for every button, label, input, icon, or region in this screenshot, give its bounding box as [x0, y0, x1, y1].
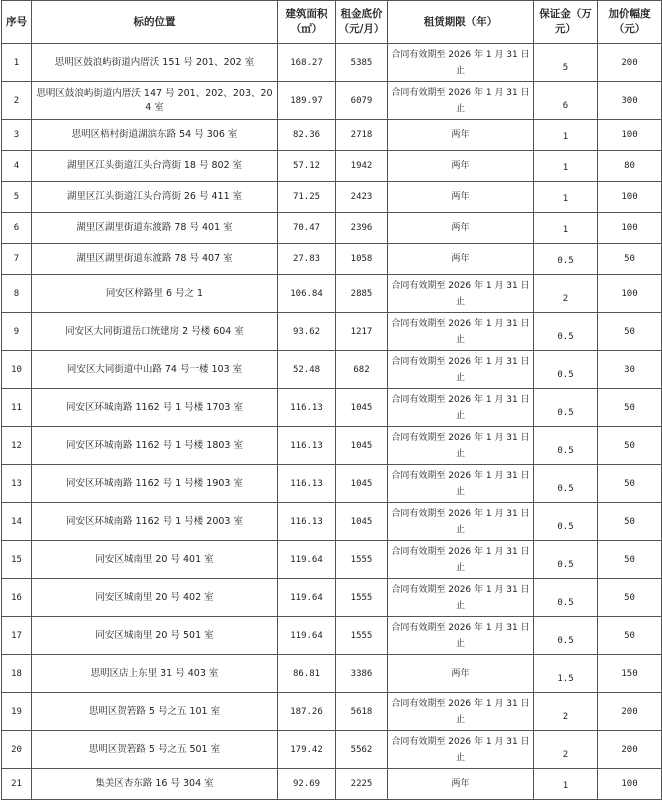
cell-deposit: 0.5	[534, 389, 598, 427]
table-row	[2, 275, 662, 313]
cell-no: 16	[2, 579, 32, 617]
cell-deposit: 0.5	[534, 579, 598, 617]
cell-deposit: 0.5	[534, 427, 598, 465]
header-no: 序号	[2, 1, 32, 44]
cell-location: 湖里区江头街道江头台湾街 26 号 411 室	[32, 182, 278, 213]
cell-increment: 200	[598, 44, 662, 82]
cell-deposit: 6	[534, 82, 598, 120]
cell-area: 92.69	[278, 769, 336, 800]
cell-location: 同安区城南里 20 号 402 室	[32, 579, 278, 617]
cell-area: 119.64	[278, 617, 336, 655]
cell-term: 合同有效期至 2026 年 1 月 31 日止	[388, 427, 534, 465]
cell-term: 合同有效期至 2026 年 1 月 31 日止	[388, 693, 534, 731]
cell-term: 合同有效期至 2026 年 1 月 31 日止	[388, 44, 534, 82]
header-area: 建筑面积（㎡）	[278, 1, 336, 44]
cell-term: 两年	[388, 244, 534, 275]
cell-term: 合同有效期至 2026 年 1 月 31 日止	[388, 579, 534, 617]
cell-deposit: 2	[534, 275, 598, 313]
cell-location: 思明区鼓浪屿街道内厝沃 151 号 201、202 室	[32, 44, 278, 82]
cell-location: 思明区贺箬路 5 号之五 101 室	[32, 693, 278, 731]
cell-term: 合同有效期至 2026 年 1 月 31 日止	[388, 617, 534, 655]
cell-deposit: 1.5	[534, 655, 598, 693]
cell-rent: 682	[336, 351, 388, 389]
table-row	[2, 244, 662, 275]
header-increment: 加价幅度（元）	[598, 1, 662, 44]
cell-term: 合同有效期至 2026 年 1 月 31 日止	[388, 351, 534, 389]
cell-increment: 100	[598, 769, 662, 800]
cell-no: 6	[2, 213, 32, 244]
cell-deposit: 1	[534, 182, 598, 213]
cell-no: 18	[2, 655, 32, 693]
cell-deposit: 0.5	[534, 313, 598, 351]
cell-deposit: 1	[534, 120, 598, 151]
cell-rent: 5385	[336, 44, 388, 82]
cell-area: 119.64	[278, 579, 336, 617]
table-row	[2, 82, 662, 120]
cell-location: 湖里区湖里街道东渡路 78 号 401 室	[32, 213, 278, 244]
cell-rent: 1045	[336, 389, 388, 427]
cell-rent: 2423	[336, 182, 388, 213]
cell-term: 两年	[388, 120, 534, 151]
cell-no: 21	[2, 769, 32, 800]
cell-rent: 1045	[336, 465, 388, 503]
cell-no: 2	[2, 82, 32, 120]
cell-deposit: 0.5	[534, 351, 598, 389]
cell-location: 湖里区江头街道江头台湾街 18 号 802 室	[32, 151, 278, 182]
cell-term: 两年	[388, 182, 534, 213]
cell-rent: 5562	[336, 731, 388, 769]
cell-area: 82.36	[278, 120, 336, 151]
cell-increment: 30	[598, 351, 662, 389]
cell-deposit: 0.5	[534, 244, 598, 275]
table-row	[2, 731, 662, 769]
cell-term: 两年	[388, 769, 534, 800]
cell-area: 116.13	[278, 465, 336, 503]
table-row	[2, 351, 662, 389]
cell-increment: 50	[598, 579, 662, 617]
cell-increment: 100	[598, 120, 662, 151]
header-deposit: 保证金（万元）	[534, 1, 598, 44]
cell-area: 86.81	[278, 655, 336, 693]
cell-term: 合同有效期至 2026 年 1 月 31 日止	[388, 541, 534, 579]
cell-area: 52.48	[278, 351, 336, 389]
cell-term: 合同有效期至 2026 年 1 月 31 日止	[388, 503, 534, 541]
header-location: 标的位置	[32, 1, 278, 44]
table-row	[2, 655, 662, 693]
table-row	[2, 213, 662, 244]
cell-rent: 1045	[336, 427, 388, 465]
table-row	[2, 44, 662, 82]
cell-area: 57.12	[278, 151, 336, 182]
cell-area: 93.62	[278, 313, 336, 351]
cell-area: 116.13	[278, 389, 336, 427]
cell-area: 116.13	[278, 503, 336, 541]
cell-term: 合同有效期至 2026 年 1 月 31 日止	[388, 731, 534, 769]
cell-rent: 1555	[336, 579, 388, 617]
cell-no: 1	[2, 44, 32, 82]
cell-area: 106.84	[278, 275, 336, 313]
cell-area: 70.47	[278, 213, 336, 244]
cell-location: 集美区杏东路 16 号 304 室	[32, 769, 278, 800]
cell-location: 同安区大同街道岳口统建房 2 号楼 604 室	[32, 313, 278, 351]
table-row	[2, 389, 662, 427]
cell-rent: 3386	[336, 655, 388, 693]
cell-deposit: 0.5	[534, 503, 598, 541]
cell-no: 10	[2, 351, 32, 389]
cell-no: 15	[2, 541, 32, 579]
cell-increment: 50	[598, 541, 662, 579]
cell-no: 5	[2, 182, 32, 213]
table-row	[2, 503, 662, 541]
cell-term: 合同有效期至 2026 年 1 月 31 日止	[388, 275, 534, 313]
cell-no: 3	[2, 120, 32, 151]
cell-increment: 50	[598, 313, 662, 351]
cell-area: 27.83	[278, 244, 336, 275]
cell-deposit: 1	[534, 213, 598, 244]
cell-increment: 200	[598, 693, 662, 731]
cell-no: 17	[2, 617, 32, 655]
cell-rent: 5618	[336, 693, 388, 731]
cell-deposit: 0.5	[534, 541, 598, 579]
cell-location: 思明区梧村街道湖滨东路 54 号 306 室	[32, 120, 278, 151]
cell-location: 同安区大同街道中山路 74 号一楼 103 室	[32, 351, 278, 389]
cell-no: 8	[2, 275, 32, 313]
cell-no: 19	[2, 693, 32, 731]
cell-rent: 1045	[336, 503, 388, 541]
header-rent: 租金底价（元/月）	[336, 1, 388, 44]
cell-deposit: 5	[534, 44, 598, 82]
cell-deposit: 0.5	[534, 465, 598, 503]
table-row	[2, 120, 662, 151]
cell-area: 168.27	[278, 44, 336, 82]
cell-rent: 1555	[336, 617, 388, 655]
cell-no: 20	[2, 731, 32, 769]
cell-area: 189.97	[278, 82, 336, 120]
cell-increment: 50	[598, 244, 662, 275]
cell-no: 7	[2, 244, 32, 275]
cell-increment: 50	[598, 617, 662, 655]
table-row	[2, 427, 662, 465]
cell-location: 同安区环城南路 1162 号 1 号楼 1803 室	[32, 427, 278, 465]
cell-increment: 80	[598, 151, 662, 182]
table-row	[2, 541, 662, 579]
cell-no: 4	[2, 151, 32, 182]
cell-location: 思明区贺箬路 5 号之五 501 室	[32, 731, 278, 769]
cell-term: 合同有效期至 2026 年 1 月 31 日止	[388, 82, 534, 120]
cell-term: 两年	[388, 151, 534, 182]
cell-increment: 50	[598, 465, 662, 503]
cell-deposit: 1	[534, 769, 598, 800]
cell-rent: 6079	[336, 82, 388, 120]
table-row	[2, 182, 662, 213]
cell-term: 两年	[388, 213, 534, 244]
cell-no: 9	[2, 313, 32, 351]
cell-location: 同安区城南里 20 号 401 室	[32, 541, 278, 579]
table-row	[2, 769, 662, 800]
cell-location: 湖里区湖里街道东渡路 78 号 407 室	[32, 244, 278, 275]
cell-no: 14	[2, 503, 32, 541]
cell-no: 11	[2, 389, 32, 427]
cell-deposit: 2	[534, 731, 598, 769]
cell-increment: 50	[598, 503, 662, 541]
cell-rent: 1058	[336, 244, 388, 275]
lease-table	[1, 0, 662, 800]
cell-increment: 100	[598, 275, 662, 313]
cell-location: 同安区环城南路 1162 号 1 号楼 1703 室	[32, 389, 278, 427]
cell-rent: 1217	[336, 313, 388, 351]
table-row	[2, 465, 662, 503]
cell-rent: 2718	[336, 120, 388, 151]
cell-location: 同安区梓路里 6 号之 1	[32, 275, 278, 313]
cell-area: 116.13	[278, 427, 336, 465]
table-row	[2, 617, 662, 655]
table-row	[2, 693, 662, 731]
cell-location: 同安区城南里 20 号 501 室	[32, 617, 278, 655]
cell-area: 71.25	[278, 182, 336, 213]
cell-area: 119.64	[278, 541, 336, 579]
cell-increment: 300	[598, 82, 662, 120]
table-body	[2, 44, 662, 800]
cell-deposit: 0.5	[534, 617, 598, 655]
table-row	[2, 151, 662, 182]
cell-increment: 150	[598, 655, 662, 693]
header-row	[2, 1, 662, 44]
cell-rent: 1942	[336, 151, 388, 182]
cell-rent: 2225	[336, 769, 388, 800]
cell-increment: 100	[598, 182, 662, 213]
cell-deposit: 1	[534, 151, 598, 182]
cell-increment: 200	[598, 731, 662, 769]
cell-rent: 2396	[336, 213, 388, 244]
cell-increment: 50	[598, 427, 662, 465]
cell-term: 两年	[388, 655, 534, 693]
cell-deposit: 2	[534, 693, 598, 731]
table-row	[2, 579, 662, 617]
cell-rent: 1555	[336, 541, 388, 579]
cell-term: 合同有效期至 2026 年 1 月 31 日止	[388, 465, 534, 503]
header-term: 租赁期限（年）	[388, 1, 534, 44]
cell-location: 思明区店上东里 31 号 403 室	[32, 655, 278, 693]
cell-area: 187.26	[278, 693, 336, 731]
cell-term: 合同有效期至 2026 年 1 月 31 日止	[388, 389, 534, 427]
cell-location: 同安区环城南路 1162 号 1 号楼 2003 室	[32, 503, 278, 541]
cell-increment: 100	[598, 213, 662, 244]
cell-area: 179.42	[278, 731, 336, 769]
cell-no: 13	[2, 465, 32, 503]
cell-location: 同安区环城南路 1162 号 1 号楼 1903 室	[32, 465, 278, 503]
table-row	[2, 313, 662, 351]
cell-increment: 50	[598, 389, 662, 427]
cell-no: 12	[2, 427, 32, 465]
cell-rent: 2885	[336, 275, 388, 313]
cell-term: 合同有效期至 2026 年 1 月 31 日止	[388, 313, 534, 351]
cell-location: 思明区鼓浪屿街道内厝沃 147 号 201、202、203、204 室	[32, 82, 278, 120]
